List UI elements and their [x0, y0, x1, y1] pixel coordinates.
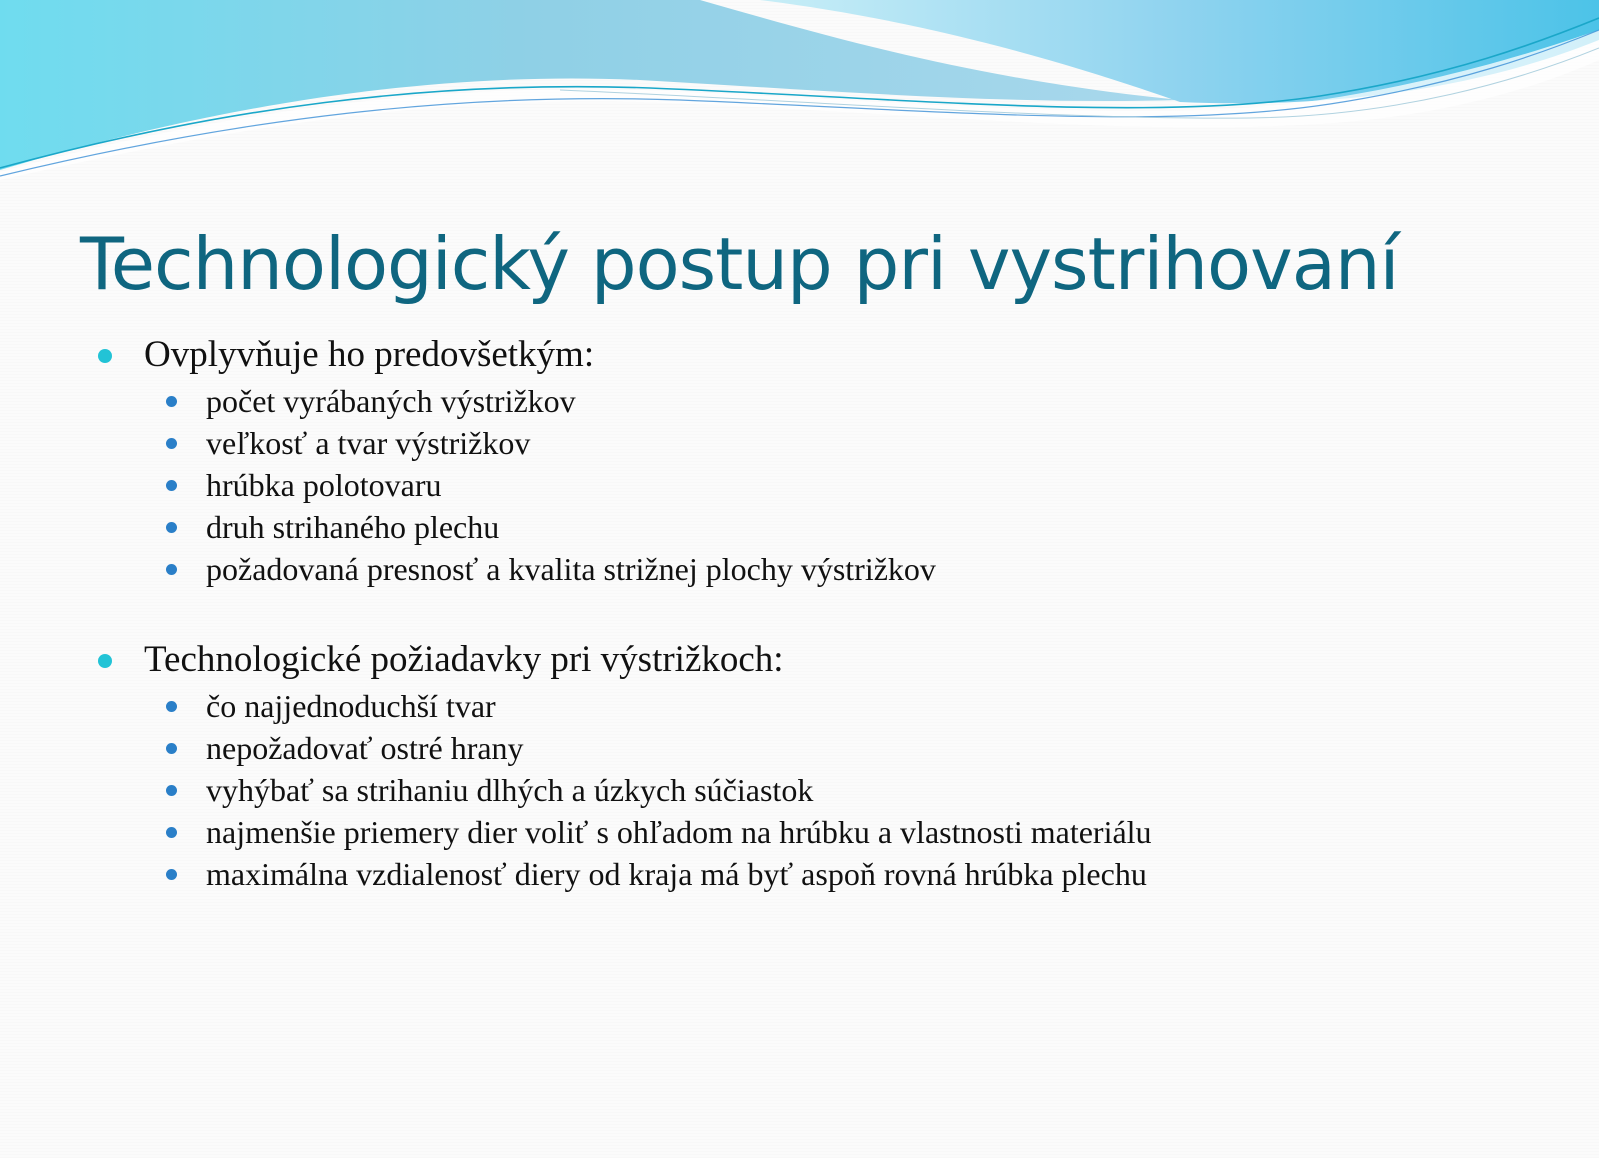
bullet-dot-icon — [98, 654, 112, 668]
sub-bullet-dot-icon — [166, 869, 177, 880]
sub-bullet-dot-icon — [166, 827, 177, 838]
slide-content — [0, 330, 1599, 895]
list-item — [0, 380, 1599, 422]
list-item — [0, 464, 1599, 506]
bullet-heading-text: Ovplyvňuje ho predovšetkým: — [144, 334, 595, 375]
sub-bullet-dot-icon — [166, 785, 177, 796]
sub-bullet-dot-icon — [166, 438, 177, 449]
header-wave-decoration — [0, 0, 1599, 200]
list-item — [0, 853, 1599, 895]
list-item — [0, 727, 1599, 769]
list-item-text: nepožadovať ostré hrany — [206, 730, 524, 766]
list-item — [0, 548, 1599, 590]
list-item-text: najmenšie priemery dier voliť s ohľadom na hrúbku a vlastnosti materiálu — [206, 814, 1152, 850]
list-item — [0, 685, 1599, 727]
list-item-text: čo najjednoduchší tvar — [206, 688, 496, 724]
section-influencing-factors — [0, 330, 1599, 590]
list-item-text: vyhýbať sa strihaniu dlhých a úzkych súčiastok — [206, 772, 814, 808]
sub-bullet-dot-icon — [166, 480, 177, 491]
bullet-heading-technological-requirements — [0, 635, 1599, 685]
list-item-text: požadovaná presnosť a kvalita strižnej plochy výstrižkov — [206, 551, 936, 587]
bullet-heading-influencing-factors — [0, 330, 1599, 380]
list-item — [0, 769, 1599, 811]
list-item — [0, 811, 1599, 853]
section-spacer — [0, 590, 1599, 635]
sub-bullet-dot-icon — [166, 396, 177, 407]
list-item-text: hrúbka polotovaru — [206, 467, 442, 503]
bullet-heading-text: Technologické požiadavky pri výstrižkoch: — [144, 639, 784, 680]
list-item — [0, 506, 1599, 548]
sub-bullet-dot-icon — [166, 701, 177, 712]
section-technological-requirements — [0, 635, 1599, 895]
sub-bullet-dot-icon — [166, 522, 177, 533]
list-item-text: druh strihaného plechu — [206, 509, 500, 545]
technological-requirements-list — [0, 685, 1599, 895]
bullet-dot-icon — [98, 349, 112, 363]
influencing-factors-list — [0, 380, 1599, 590]
slide-title: Technologický postup pri vystrihovaní — [80, 222, 1399, 306]
sub-bullet-dot-icon — [166, 743, 177, 754]
list-item-text: počet vyrábaných výstrižkov — [206, 383, 576, 419]
list-item-text: maximálna vzdialenosť diery od kraja má byť aspoň rovná hrúbka plechu — [206, 856, 1147, 892]
list-item-text: veľkosť a tvar výstrižkov — [206, 425, 531, 461]
list-item — [0, 422, 1599, 464]
sub-bullet-dot-icon — [166, 564, 177, 575]
